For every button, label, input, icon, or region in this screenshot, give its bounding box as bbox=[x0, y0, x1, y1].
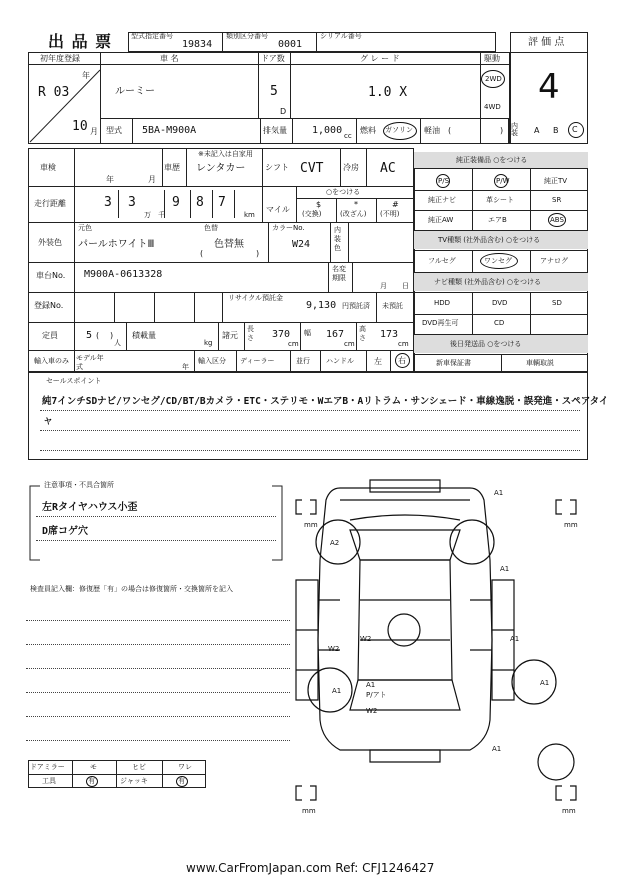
first-reg-year: R 03 bbox=[38, 85, 70, 100]
meter-opt-unknown-sym: # bbox=[392, 200, 399, 209]
shaken-month-unit: 月 bbox=[148, 175, 156, 184]
drive-4wd: 4WD bbox=[484, 103, 501, 111]
history-note: ※未記入は自家用 bbox=[198, 150, 253, 158]
sales-point-label: セールスポイント bbox=[46, 377, 102, 385]
class-no-label: 類別区分番号 bbox=[226, 32, 268, 40]
handle-right: 右 bbox=[398, 356, 406, 365]
class-no: 0001 bbox=[278, 39, 303, 50]
serial-label: シリアル番号 bbox=[320, 32, 362, 40]
damage-mark: P/アト bbox=[366, 691, 387, 699]
doors-label: ドア数 bbox=[261, 54, 285, 63]
color-no: W24 bbox=[292, 239, 311, 250]
damage-mark: W2 bbox=[328, 645, 340, 653]
equip-abs: ABS bbox=[550, 216, 564, 224]
name-change-month: 月 bbox=[380, 282, 387, 290]
color-no-label: カラーNo. bbox=[272, 224, 305, 232]
tire-depth-unit: mm bbox=[562, 807, 576, 815]
sales-point-box bbox=[28, 372, 588, 460]
sales-point-line2: ヤ bbox=[44, 417, 52, 426]
meter-opt-unknown: (不明) bbox=[380, 210, 400, 218]
nav-hdd: HDD bbox=[434, 299, 451, 307]
car-name-label: 車 名 bbox=[160, 54, 179, 63]
shift: CVT bbox=[300, 161, 324, 176]
damage-mark: A1 bbox=[332, 687, 342, 695]
interior-grade-b: B bbox=[553, 126, 559, 135]
kg-unit: kg bbox=[204, 339, 213, 347]
tv-title: TV種類 (社外品含む) ○をつける bbox=[438, 236, 541, 244]
nav-dvd: DVD bbox=[492, 299, 508, 307]
people-unit: 人 bbox=[114, 339, 121, 347]
door-type: D bbox=[280, 107, 287, 116]
orig-color-label: 元色 bbox=[78, 224, 92, 232]
nav-cd: CD bbox=[494, 319, 505, 327]
meter-opt-tamper-sym: * bbox=[354, 200, 358, 209]
chassis-label: 車台No. bbox=[36, 271, 66, 280]
notes-line2: D席コゲ穴 bbox=[42, 526, 89, 537]
damage-mark: W2 bbox=[360, 635, 372, 643]
year-kanji: 年 bbox=[82, 71, 90, 80]
import-dealer: ディーラー bbox=[240, 357, 275, 365]
equipment-title: 純正装備品 ○をつける bbox=[456, 156, 528, 164]
mirror-broken: ワレ bbox=[178, 763, 192, 771]
footer-watermark[interactable]: www.CarFromJapan.com Ref: CFJ1246427 bbox=[186, 861, 435, 875]
nav-dvd-play: DVD再生可 bbox=[422, 319, 459, 327]
import-label: 輸入車のみ bbox=[34, 357, 69, 365]
form-title: 出 品 票 bbox=[48, 32, 113, 51]
drive-label: 駆動 bbox=[484, 54, 500, 63]
mileage-digit: 3 bbox=[104, 195, 112, 210]
meter-circle-note: ○をつける bbox=[326, 188, 361, 196]
equip-leather: 革シート bbox=[486, 196, 514, 204]
equip-ps: P/S bbox=[438, 177, 450, 185]
mirror-crack: ヒビ bbox=[132, 763, 146, 771]
mileage-km-unit: km bbox=[244, 211, 255, 219]
drive-2wd: 2WD bbox=[485, 75, 502, 83]
length: 370 bbox=[272, 329, 291, 340]
tire-depth-unit: mm bbox=[302, 807, 316, 815]
notes-line1: 左Rタイヤハウス小歪 bbox=[42, 502, 138, 513]
tire-depth-unit: mm bbox=[304, 521, 318, 529]
load-label: 積載量 bbox=[132, 331, 156, 340]
score-label: 評 価 点 bbox=[528, 37, 565, 48]
mileage-digit: 7 bbox=[218, 195, 226, 210]
docs-warranty: 新車保証書 bbox=[436, 359, 471, 367]
mileage-digit: 8 bbox=[196, 195, 204, 210]
equip-pw: P/W bbox=[496, 177, 510, 185]
damage-mark: A1 bbox=[500, 565, 510, 573]
displacement-label: 排気量 bbox=[263, 126, 287, 135]
cooler: AC bbox=[380, 161, 396, 176]
equip-sr: SR bbox=[552, 196, 562, 204]
interior-grade-a: A bbox=[534, 126, 540, 135]
jack-present: 有 bbox=[178, 777, 185, 785]
name-change-label: 名変期限 bbox=[332, 265, 346, 282]
tools-present: 有 bbox=[88, 777, 95, 785]
doors: 5 bbox=[270, 84, 278, 99]
int-color-label: 内装色 bbox=[334, 226, 341, 252]
tire-depth-unit: mm bbox=[564, 521, 578, 529]
cc-unit: cc bbox=[344, 132, 352, 140]
chassis-number: M900A-0613328 bbox=[84, 269, 163, 280]
mileage-label: 走行距離 bbox=[34, 199, 66, 208]
mileage-sen-unit: 千 bbox=[158, 211, 165, 219]
length-label: 長さ bbox=[247, 325, 254, 342]
capacity: 5 bbox=[86, 330, 93, 341]
equip-tv: 純正TV bbox=[544, 177, 568, 185]
repaint: 色替無 bbox=[214, 239, 244, 250]
damage-mark: A1 bbox=[494, 489, 504, 497]
recycle-not: 未預託 bbox=[382, 302, 403, 310]
handle-label: ハンドル bbox=[326, 357, 354, 365]
type-no-label: 型式指定番号 bbox=[131, 32, 173, 40]
type-no: 19834 bbox=[182, 39, 213, 50]
tv-analog: アナログ bbox=[540, 257, 568, 265]
docs-title: 後日発送品 ○をつける bbox=[450, 340, 522, 348]
meter-opt-exchange: (交換) bbox=[302, 210, 322, 218]
history-label: 車歴 bbox=[164, 163, 180, 172]
fuel-label: 燃料 bbox=[360, 126, 376, 135]
mileage-man-unit: 万 bbox=[144, 211, 151, 219]
orig-color: パールホワイトⅢ bbox=[78, 239, 155, 250]
cm-unit: cm bbox=[398, 340, 409, 348]
fuel-gas: ガソリン bbox=[385, 126, 413, 134]
repaint-label: 色替 bbox=[204, 224, 218, 232]
interior-grade-c: C bbox=[572, 125, 578, 134]
import-class-label: 輸入区分 bbox=[198, 357, 226, 365]
damage-mark: A1 bbox=[540, 679, 550, 687]
recycle-deposited: 円預託済 bbox=[342, 302, 370, 310]
fuel-diesel: 軽油 bbox=[424, 126, 440, 135]
month-kanji: 月 bbox=[90, 127, 98, 136]
displacement: 1,000 bbox=[312, 125, 343, 136]
jack-label: ジャッキ bbox=[120, 777, 148, 785]
height-label: 高さ bbox=[359, 325, 366, 342]
nav-sd: SD bbox=[552, 299, 562, 307]
score-value: 4 bbox=[538, 67, 560, 107]
shaken-year-unit: 年 bbox=[106, 175, 114, 184]
equip-nav: 純正ナビ bbox=[428, 196, 456, 204]
recycle-amount: 9,130 bbox=[306, 300, 337, 311]
damage-mark: A1 bbox=[510, 635, 520, 643]
cm-unit: cm bbox=[344, 340, 355, 348]
model-year-unit: 年 bbox=[182, 363, 189, 371]
damage-mark: A2 bbox=[330, 539, 340, 547]
shaken-label: 車検 bbox=[40, 163, 56, 172]
model-label: 型式 bbox=[106, 126, 122, 135]
equip-airbag: エアB bbox=[488, 216, 507, 224]
grade: 1.0 X bbox=[368, 85, 408, 100]
height: 173 bbox=[380, 329, 399, 340]
mileage-digit: 9 bbox=[172, 195, 180, 210]
recycle-label: リサイクル預託金 bbox=[228, 294, 284, 302]
capacity-label: 定員 bbox=[42, 331, 58, 340]
mirror-motor: モ bbox=[90, 763, 97, 771]
tools-label: 工具 bbox=[42, 777, 56, 785]
door-mirror-label: ドアミラー bbox=[30, 763, 65, 771]
history: レンタカー bbox=[196, 163, 246, 174]
damage-mark: A1 bbox=[366, 681, 376, 689]
notes-label: 注意事項・不具合箇所 bbox=[44, 481, 114, 489]
interior-label: 内装 bbox=[511, 122, 518, 137]
cm-unit: cm bbox=[288, 340, 299, 348]
shift-label: シフト bbox=[265, 163, 289, 172]
grade-label: グ レ ー ド bbox=[360, 54, 400, 63]
color-label: 外装色 bbox=[38, 238, 62, 247]
model-year-label: モデル年式 bbox=[76, 354, 104, 371]
car-name: ルーミー bbox=[115, 86, 155, 97]
width: 167 bbox=[326, 329, 345, 340]
reg-no-label: 登録No. bbox=[34, 301, 64, 310]
tv-fullseg: フルセグ bbox=[428, 257, 456, 265]
import-parallel: 並行 bbox=[296, 357, 310, 365]
first-reg-month: 10 bbox=[72, 119, 88, 134]
model: 5BA-M900A bbox=[142, 125, 197, 136]
mile-label: マイル bbox=[266, 205, 290, 214]
damage-mark: A1 bbox=[492, 745, 502, 753]
mileage-digit: 3 bbox=[128, 195, 136, 210]
nav-title: ナビ種類 (社外品含む) ○をつける bbox=[434, 278, 542, 286]
width-label: 幅 bbox=[304, 329, 311, 337]
damage-mark: W2 bbox=[366, 707, 378, 715]
docs-manual: 車輌取説 bbox=[526, 359, 554, 367]
inspector-label: 検査員記入欄：修復歴「有」の場合は修復箇所・交換箇所を記入 bbox=[30, 585, 233, 593]
meter-opt-exchange-sym: $ bbox=[316, 200, 322, 209]
cooler-label: 冷房 bbox=[343, 163, 359, 172]
meter-opt-tamper: (改ざん) bbox=[340, 210, 367, 218]
handle-left: 左 bbox=[374, 357, 382, 366]
dims-label: 諸元 bbox=[222, 331, 238, 340]
first-reg-label: 初年度登録 bbox=[40, 54, 80, 63]
equip-aw: 純正AW bbox=[428, 216, 454, 224]
tv-oneseg: ワンセグ bbox=[484, 257, 512, 265]
sales-point-line1: 純7インチSDナビ/ワンセグ/CD/BT/Bカメラ・ETC・ステリモ・WエアB・Aリトラム・サンシェード・車線逸脱・誤発進・スペアタイ bbox=[42, 396, 609, 407]
